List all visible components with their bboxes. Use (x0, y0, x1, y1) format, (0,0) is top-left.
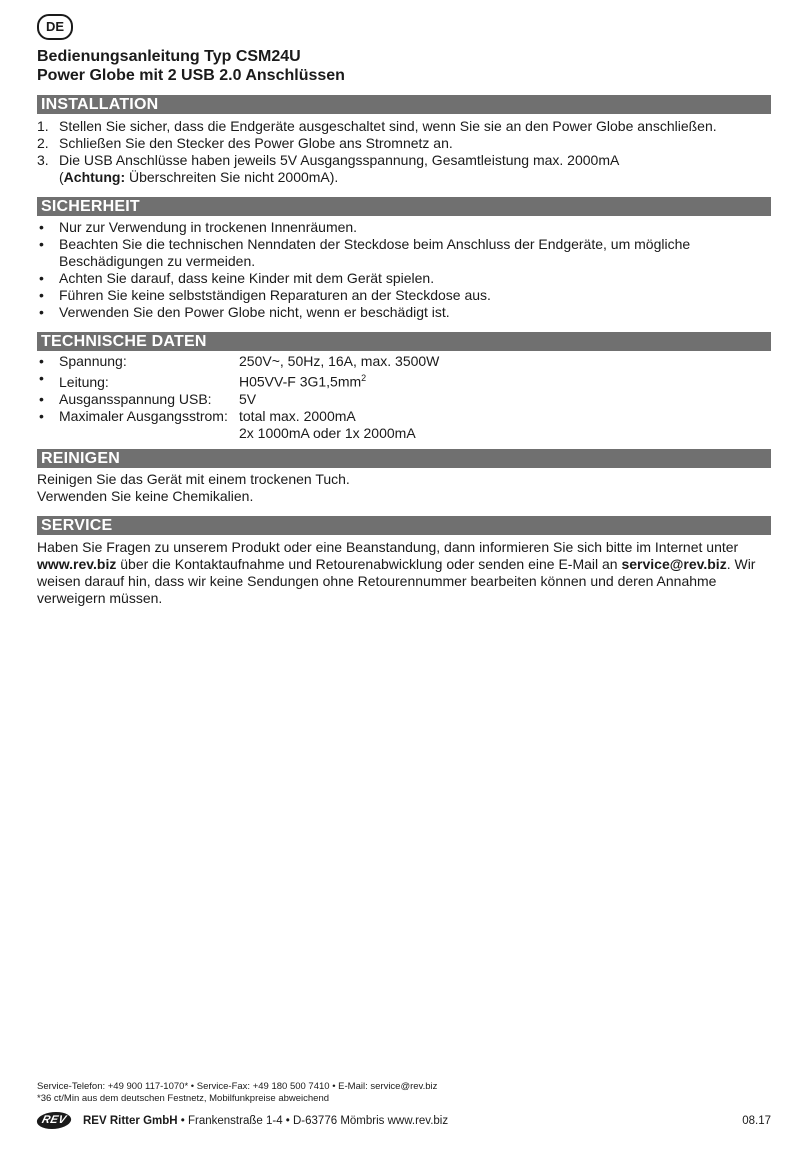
list-item (37, 152, 771, 169)
list-item (37, 304, 771, 321)
list-item (37, 270, 771, 287)
title-line-1: Bedienungsanleitung Typ CSM24U (37, 48, 301, 65)
item-number: 1. (37, 118, 49, 134)
rev-logo: REV (35, 1112, 73, 1129)
bullet-icon: • (39, 287, 44, 303)
spec-row-continuation (37, 425, 771, 442)
section-header-reinigen: REINIGEN (37, 449, 771, 468)
email-link[interactable]: service@rev.biz (621, 556, 727, 572)
installation-list (37, 118, 771, 186)
bullet-icon: • (39, 353, 44, 369)
bullet-icon: • (39, 270, 44, 286)
item-number: 2. (37, 135, 49, 151)
spec-label: Maximaler Ausgangsstrom: (59, 407, 228, 424)
section-header-technische-daten: TECHNISCHE DATEN (37, 332, 771, 351)
title-line-2: Power Globe mit 2 USB 2.0 Anschlüssen (37, 67, 345, 84)
section-header-service: SERVICE (37, 516, 771, 535)
reinigen-text (37, 471, 771, 505)
spec-label: Spannung: (59, 353, 127, 369)
spec-value-superscript: 2 (361, 373, 367, 383)
sicherheit-list (37, 219, 771, 321)
company-address: • Frankenstraße 1-4 • D-63776 Mömbris www.rev.biz (177, 1115, 449, 1127)
item-text: Achten Sie darauf, dass keine Kinder mit dem Gerät spielen. (59, 270, 435, 286)
spec-value: H05VV-F 3G1,5mm (239, 373, 362, 390)
list-item (37, 287, 771, 304)
spec-value: 250V~, 50Hz, 16A, max. 3500W (239, 353, 440, 369)
service-paragraph (37, 539, 763, 607)
spec-value: 2x 1000mA oder 1x 2000mA (239, 424, 416, 441)
bullet-icon: • (39, 390, 44, 407)
service-text-3: . Wir weisen darauf hin, dass wir keine Sendungen ohne Retourennummer bearbeiten können und deren Annahme verweigern müssen. (37, 556, 756, 606)
spec-row (37, 391, 771, 408)
note-warning-label: Achtung: (63, 169, 126, 185)
list-item (37, 135, 771, 152)
service-text-2: über die Kontaktaufnahme und Retourenabwicklung oder senden eine E-Mail an (116, 556, 622, 572)
item-text: Schließen Sie den Stecker des Power Globe ans Stromnetz an. (59, 135, 453, 151)
list-item (37, 219, 771, 236)
item-text: Beschädigungen zu vermeiden. (59, 253, 256, 269)
item-text: Stellen Sie sicher, dass die Endgeräte ausgeschaltet sind, wenn Sie sie an den Power Globe anschließen. (59, 118, 717, 134)
service-text-1: Haben Sie Fragen zu unserem Produkt oder eine Beanstandung, dann informieren Sie sich bitte im Internet unter (37, 539, 739, 555)
note-open-paren: ( (59, 169, 64, 185)
list-item (37, 236, 771, 253)
note-text: Überschreiten Sie nicht 2000mA). (125, 169, 339, 185)
footer-contact: Service-Telefon: +49 900 117-1070* • Service-Fax: +49 180 500 7410 • E-Mail: service@rev.biz (37, 1081, 438, 1092)
spec-row (37, 370, 771, 391)
spec-label: Ausgansspannung USB: (59, 390, 212, 407)
footer-bar (37, 1111, 771, 1131)
bullet-icon: • (39, 370, 44, 386)
bullet-icon: • (39, 236, 44, 252)
paragraph-line: Reinigen Sie das Gerät mit einem trockenen Tuch. (37, 471, 350, 487)
bullet-icon: • (39, 407, 44, 424)
spec-row (37, 408, 771, 425)
section-header-installation: INSTALLATION (37, 95, 771, 114)
section-header-sicherheit: SICHERHEIT (37, 197, 771, 216)
spec-value: total max. 2000mA (239, 407, 356, 424)
list-item-continuation (37, 253, 771, 270)
footer-note: *36 ct/Min aus dem deutschen Festnetz, Mobilfunkpreise abweichend (37, 1093, 330, 1104)
language-badge: DE (37, 14, 73, 40)
document-date: 08.17 (742, 1115, 771, 1127)
website-link[interactable]: www.rev.biz (37, 556, 117, 572)
item-text: Beachten Sie die technischen Nenndaten der Steckdose beim Anschluss der Endgeräte, um mögliche (59, 236, 691, 252)
company-name: REV Ritter GmbH (83, 1115, 178, 1127)
list-item (37, 118, 771, 135)
item-text: Nur zur Verwendung in trockenen Innenräumen. (59, 219, 358, 235)
document-title (37, 47, 345, 85)
item-number: 3. (37, 152, 49, 168)
spec-row (37, 353, 771, 370)
technische-daten-list (37, 353, 771, 442)
bullet-icon: • (39, 219, 44, 235)
bullet-icon: • (39, 304, 44, 320)
spec-label: Leitung: (59, 373, 109, 390)
item-text: Führen Sie keine selbstständigen Reparaturen an der Steckdose aus. (59, 287, 491, 303)
warning-note (37, 169, 771, 186)
spec-value: 5V (239, 390, 257, 407)
item-text: Verwenden Sie den Power Globe nicht, wenn er beschädigt ist. (59, 304, 450, 320)
item-text: Die USB Anschlüsse haben jeweils 5V Ausgangsspannung, Gesamtleistung max. 2000mA (59, 152, 620, 168)
company-info (83, 1111, 448, 1131)
paragraph-line: Verwenden Sie keine Chemikalien. (37, 488, 254, 504)
